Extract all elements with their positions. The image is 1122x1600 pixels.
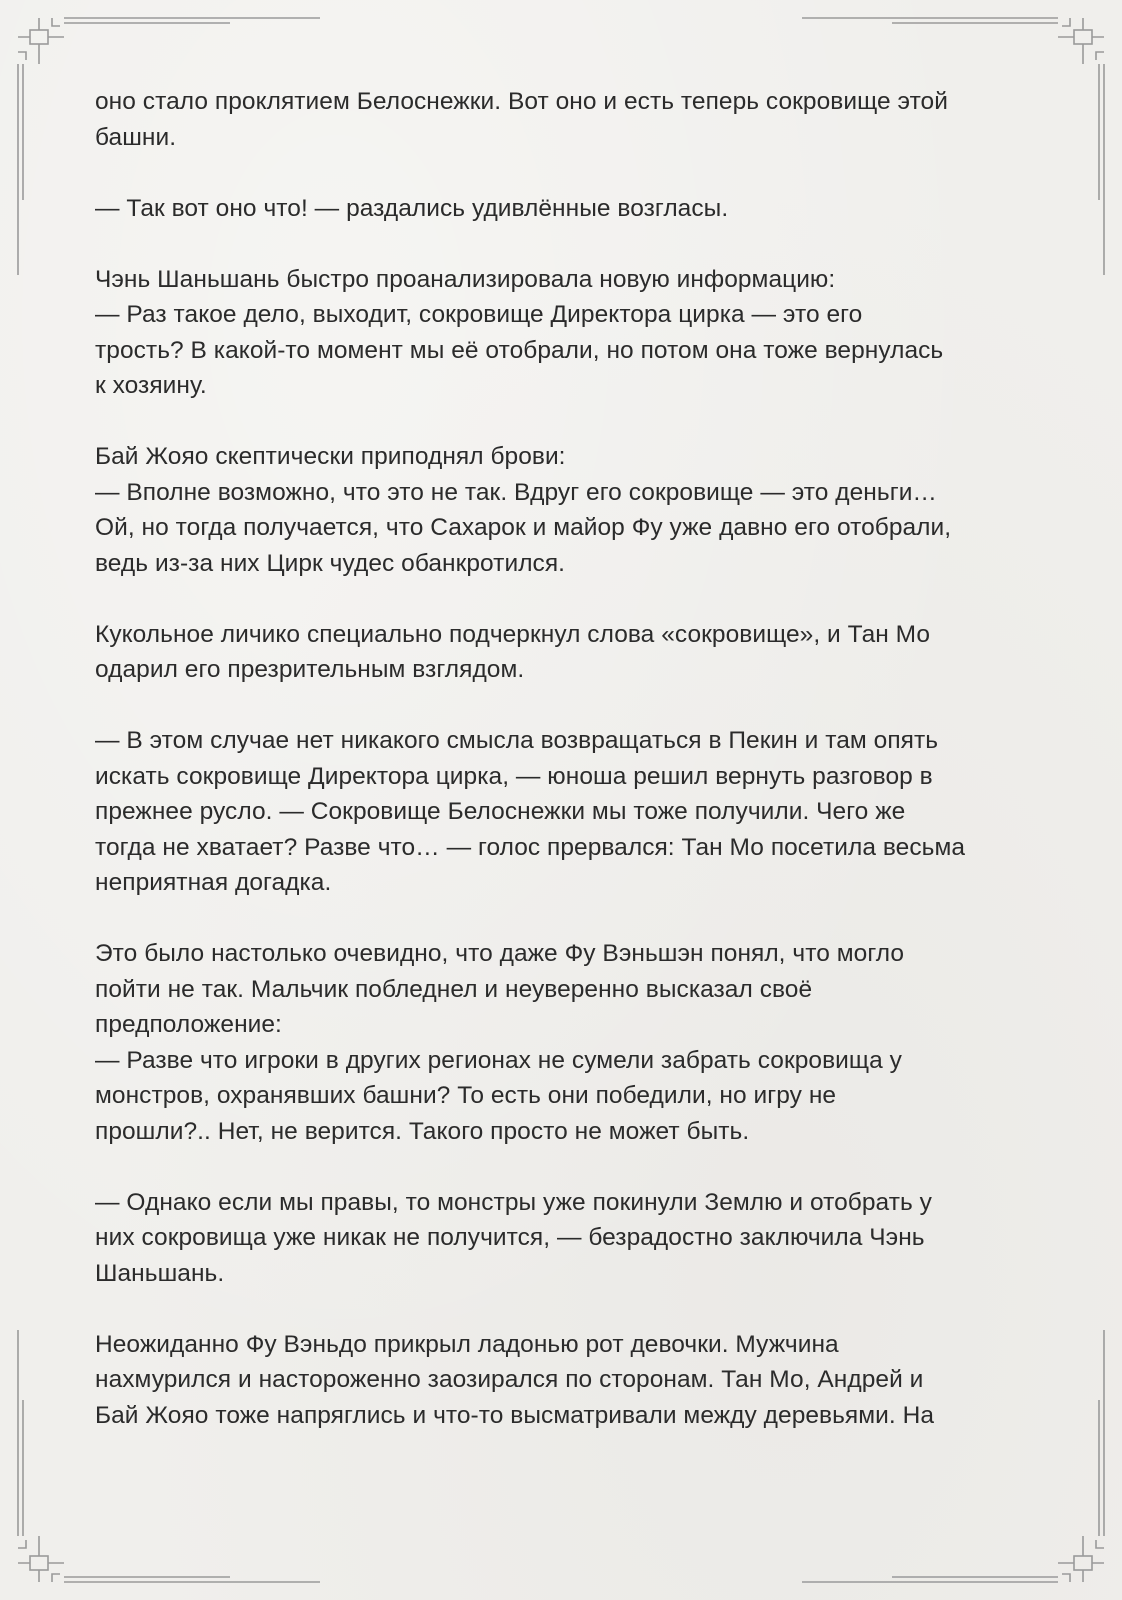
paragraph: — Так вот оно что! — раздались удивлённые возгласы. [95,194,729,222]
paragraph: Чэнь Шаньшань быстро проанализировала новую информацию: — Раз такое дело, выходит, сокровище Директора цирка — это его трость? В какой-то момент мы её отобрали, но потом она тоже вернулась к хозяину. [95,265,944,399]
document-body-text [95,84,1025,1469]
paragraph: Кукольное личико специально подчеркнул слова «сокровище», и Тан Мо одарил его презрительным взглядом. [95,620,931,683]
paragraph: Это было настолько очевидно, что даже Фу Вэньшэн понял, что могло пойти не так. Мальчик побледнел и неуверенно высказал своё предположение: — Разве что игроки в других регионах не сумели забрать сокровища у монстров, охранявших башни? То есть они победили, но игру не прошли?.. Нет, не верится. Такого просто не может быть. [95,940,905,1145]
paragraph: оно стало проклятием Белоснежки. Вот оно и есть теперь сокровище этой башни. [95,88,948,151]
paragraph: — В этом случае нет никакого смысла возвращаться в Пекин и там опять искать сокровище Директора цирка, — юноша решил вернуть разговор в прежнее русло. — Сокровище Белоснежки мы тоже получили. Чего же тогда не хватает? Разве что… — голос прервался: Тан Мо посетила весьма неприятная догадка. [95,727,966,896]
paragraph: — Однако если мы правы, то монстры уже покинули Землю и отобрать у них сокровища уже никак не получится, — безрадостно заключила Чэнь Шаньшань. [95,1188,932,1287]
paragraph: Неожиданно Фу Вэньдо прикрыл ладонью рот девочки. Мужчина нахмурился и настороженно заозирался по сторонам. Тан Мо, Андрей и Бай Жояо тоже напряглись и что-то высматривали между деревьями. На [95,1330,935,1429]
paragraph: Бай Жояо скептически приподнял брови: — Вполне возможно, что это не так. Вдруг его сокровище — это деньги… Ой, но тогда получается, что Сахарок и майор Фу уже давно его отобрали, ведь из-за них Цирк чудес обанкротился. [95,443,952,577]
